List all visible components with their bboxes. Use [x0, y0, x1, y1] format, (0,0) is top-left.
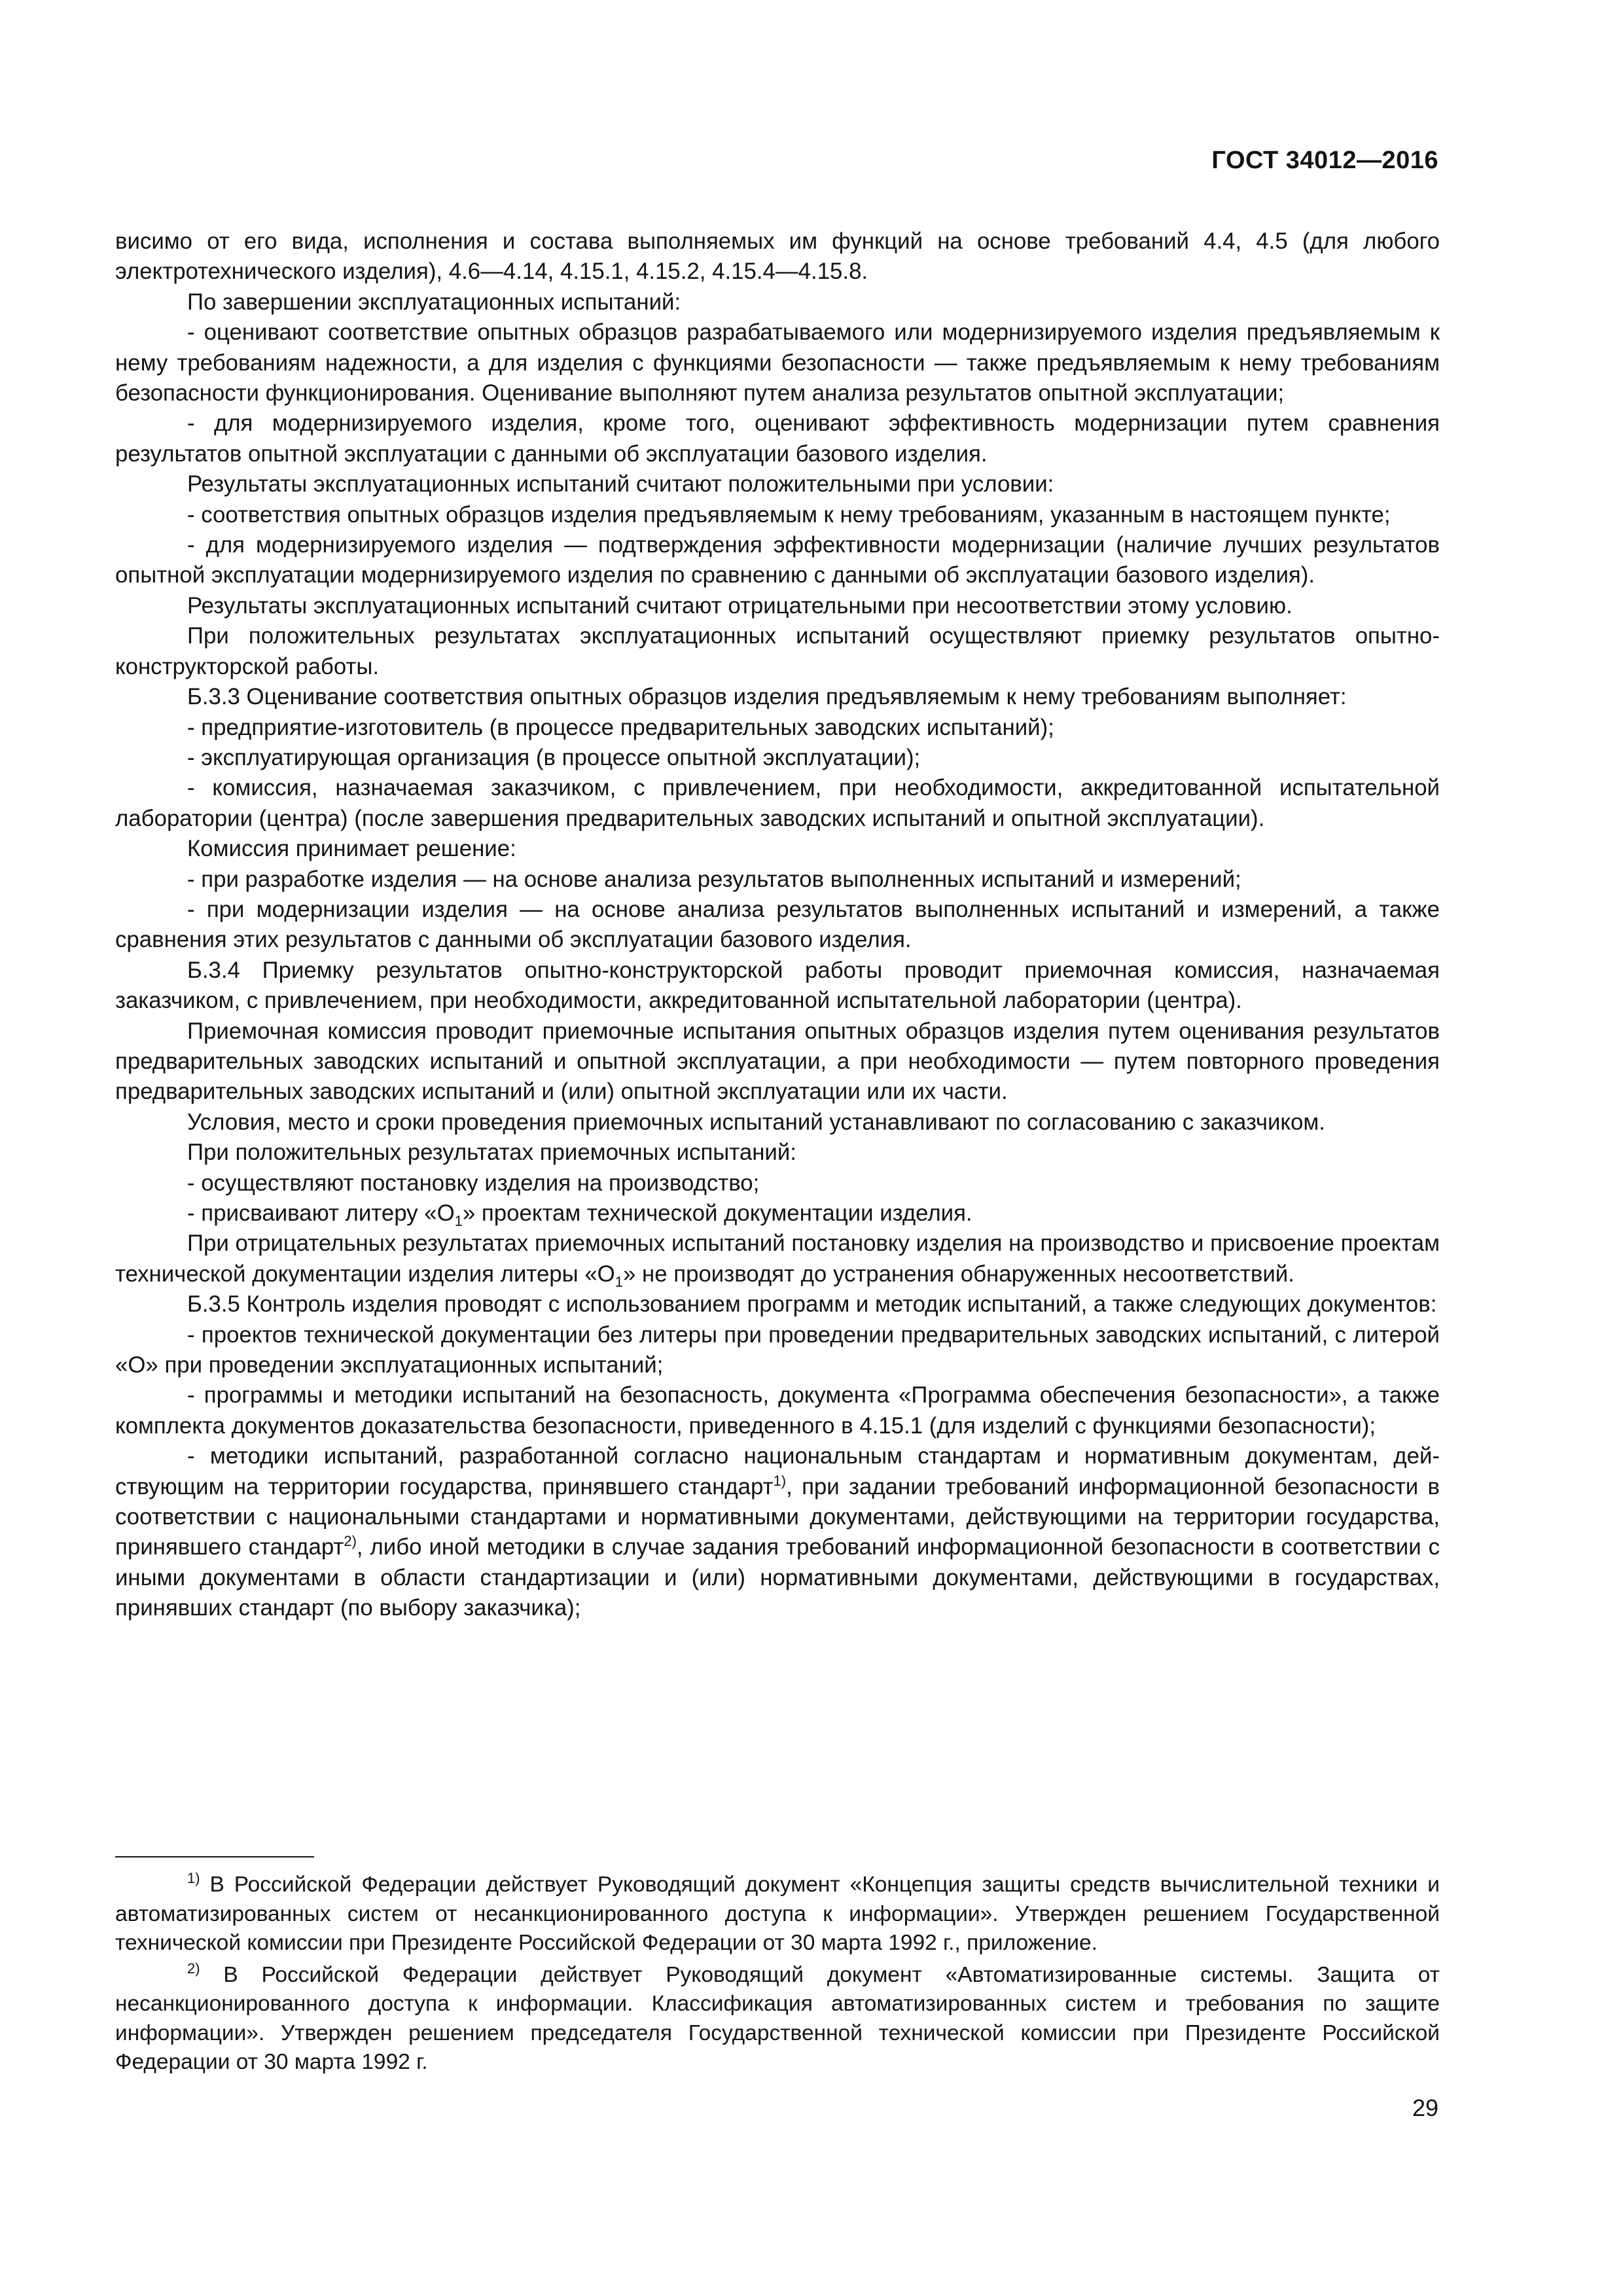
text-run: - методики испытаний, разработанной согласно национальным стандартам и нормативным документам, действующим на территории государства, принявшего стандарт: [115, 1443, 1440, 1499]
footnote: [115, 1961, 1440, 2077]
list-item: - эксплуатирующая организация (в процессе опытной эксплуатации);: [187, 744, 921, 770]
footnote-ref: 2): [344, 1533, 357, 1550]
paragraph: При положительных результатах приемочных испытаний:: [187, 1139, 796, 1166]
subscript: 1: [454, 1213, 463, 1229]
list-item: [115, 1198, 1440, 1229]
clause-b-3-3: Б.3.3 Оценивание соответствия опытных образцов изделия предъявляемым к нему требованиям выполняет:: [187, 684, 1347, 710]
subscript: 1: [615, 1273, 623, 1290]
list-item: [115, 1441, 1440, 1623]
text-run: » не производят до устранения обнаруженных несоответствий.: [623, 1261, 1294, 1287]
list-item: - соответствия опытных образцов изделия предъявляемым к нему требованиям, указанным в настоящем пункте;: [187, 501, 1391, 528]
list-item: - оценивают соответствие опытных образцов разрабатываемого или модернизируемого изделия предъявляемым к нему требованиям надежности, а для изделия с функциями безопасности — также предъявляемым к нему требованиям безопасности функционирования. Оценивание выполняют путем анализа результатов опытной эксплуатации;: [115, 319, 1440, 406]
list-item: - программы и методики испытаний на безопасность, документа «Программа обеспечения безопасности», а также комплекта документов доказательства безопасности, приведенного в 4.15.1 (для изделий с функциями безопасности);: [115, 1382, 1440, 1439]
list-item: - при модернизации изделия — на основе анализа результатов выполненных испытаний и измерений, а также сравнения этих результатов с данными об эксплуатации базового изделия.: [115, 896, 1440, 953]
text-run: , при задании требований информационной безопасности в соответствии с национальными стандартами и нормативными документами, действующими на территории государства, принявшего стандарт: [115, 1473, 1440, 1560]
text-run: - присваивают литеру «О: [187, 1200, 455, 1226]
paragraph: [115, 1229, 1440, 1289]
paragraph: При положительных результатах эксплуатационных испытаний осуществляют приемку результатов опытно-конструкторской работы.: [115, 623, 1440, 679]
list-item: - осуществляют постановку изделия на производство;: [187, 1170, 760, 1196]
main-text: [115, 226, 1440, 1624]
footnote-mark: 1): [187, 1870, 200, 1886]
footnote-ref: 1): [773, 1472, 787, 1489]
footnote-mark: 2): [187, 1960, 200, 1977]
footnote-separator: [115, 1856, 314, 1857]
list-item: - проектов технической документации без литеры при проведении предварительных заводских испытаний, с литерой «О» при проведении эксплуатационных испытаний;: [115, 1321, 1440, 1378]
footnote-text: В Российской Федерации действует Руководящий документ «Автоматизированные системы. Защита от несанкционированного доступа к информации. Классификация автоматизированных систем и требования по защите информации». Утвержден решением председателя Государственной технической комиссии при Президенте Российской Федерации от 30 марта 1992 г.: [115, 1962, 1440, 2074]
document-designation: ГОСТ 34012—2016: [1211, 147, 1438, 174]
paragraph: Приемочная комиссия проводит приемочные испытания опытных образцов изделия путем оценивания результатов предварительных заводских испытаний и опытной эксплуатации, а при необходимости — путем повторного проведения предварительных заводских испытаний и (или) опытной эксплуатации или их части.: [115, 1018, 1440, 1105]
footnote-text: В Российской Федерации действует Руководящий документ «Концепция защиты средств вычислительной техники и автоматизированных систем от несанкционированного доступа к информации». Утвержден решением Государственной технической комиссии при Президенте Российской Федерации от 30 марта 1992 г., приложение.: [115, 1873, 1440, 1955]
clause-b-3-4: Б.3.4 Приемку результатов опытно-конструкторской работы проводит приемочная комиссия, назначаемая заказчиком, с привлечением, при необходимости, аккредитованной испытательной лаборатории (центра).: [115, 957, 1440, 1014]
text-run: При отрицательных результатах приемочных испытаний постановку изделия на производство и присвоение проектам технической документации изделия литеры «О: [115, 1230, 1440, 1287]
list-item: - при разработке изделия — на основе анализа результатов выполненных испытаний и измерений;: [187, 866, 1241, 892]
page-number: 29: [1412, 2094, 1438, 2121]
clause-b-3-5: Б.3.5 Контроль изделия проводят с использованием программ и методик испытаний, а также следующих документов:: [187, 1291, 1437, 1318]
paragraph: По завершении эксплуатационных испытаний:: [187, 289, 681, 315]
paragraph: Результаты эксплуатационных испытаний считают положительными при условии:: [187, 471, 1054, 497]
paragraph: Результаты эксплуатационных испытаний считают отрицательными при несоответствии этому условию.: [187, 592, 1293, 619]
footnotes: [115, 1871, 1440, 2080]
list-item: - комиссия, назначаемая заказчиком, с привлечением, при необходимости, аккредитованной испытательной лаборатории (центра) (после завершения предварительных заводских испытаний и опытной эксплуатации).: [115, 775, 1440, 831]
list-item: - предприятие-изготовитель (в процессе предварительных заводских испытаний);: [187, 714, 1054, 740]
text-run: » проектам технической документации изделия.: [462, 1200, 972, 1226]
paragraph: Комиссия принимает решение:: [187, 836, 516, 862]
list-item: - для модернизируемого изделия — подтверждения эффективности модернизации (наличие лучших результатов опытной эксплуатации модернизируемого изделия по сравнению с данными об эксплуатации базового изделия).: [115, 532, 1440, 588]
list-item: - для модернизируемого изделия, кроме того, оценивают эффективность модернизации путем сравнения результатов опытной эксплуатации с данными об эксплуатации базового изделия.: [115, 410, 1440, 467]
text-run: , либо иной методики в случае задания требований информационной безопасности в соответствии с иными документами в области стандартизации и (или) нормативными документами, действующими в государствах, принявших стандарт (по выбору заказчика);: [115, 1534, 1440, 1621]
paragraph: Условия, место и сроки проведения приемочных испытаний устанавливают по согласованию с заказчиком.: [187, 1109, 1325, 1135]
footnote: [115, 1871, 1440, 1958]
paragraph: висимо от его вида, исполнения и состава выполняемых им функций на основе требований 4.4, 4.5 (для любого электротехнического изделия), 4.6—4.14, 4.15.1, 4.15.2, 4.15.4—4.15.8.: [115, 228, 1440, 285]
